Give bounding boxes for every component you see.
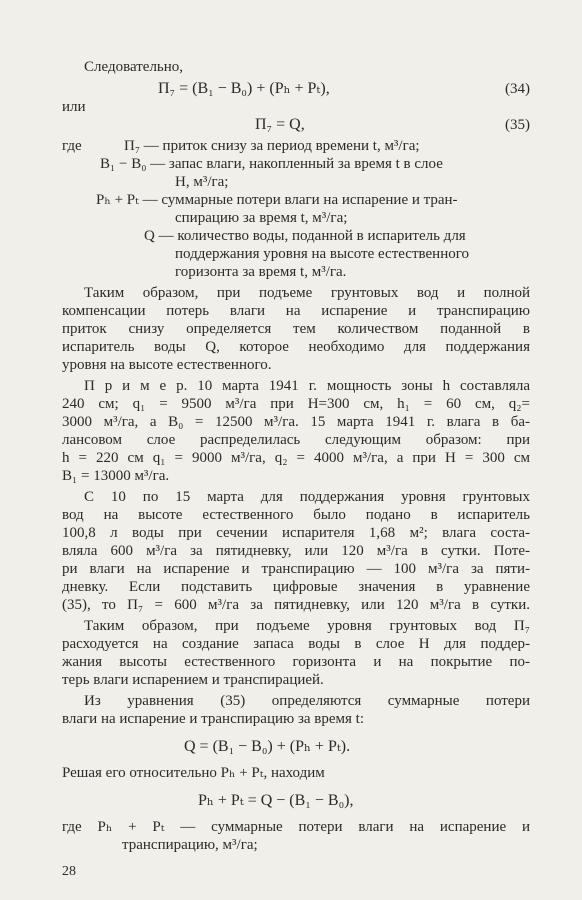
text-line: или [62,99,86,115]
text-line: h = 220 см q₁ = 9000 м³/га, q₂ = 4000 м³/га, а при H = 300 см [62,450,530,466]
text-line: (35), то П₇ = 600 м³/га за пятидневку, или 120 м³/га в сутки. [62,597,530,613]
text-line: дневку. Если подставить цифровые значения в уравнение [62,579,530,595]
text-line: ри влаги на испарение и транспирацию — 100 м³/га за пяти- [62,561,530,577]
text-line: Следовательно, [84,59,184,75]
text-line: уровня на высоте естественного. [62,357,272,373]
definition-line: спирацию за время t, м³/га; [175,210,348,226]
text-line: компенсации потерь влаги на испарение и транспирацию [62,303,530,319]
text-line: расходуется на создание запаса воды в слое H для поддер- [62,636,530,652]
text-line: транспирацию, м³/га; [122,837,258,853]
text-line: терь влаги испарением и транспирацией. [62,672,324,688]
definition-line: B₁ − B₀ — запас влаги, накопленный за время t в слое [100,156,443,172]
text-line: где [62,138,82,154]
page-number: 28 [62,864,76,879]
text-line: П р и м е р. 10 марта 1941 г. мощность зоны h составляла [84,378,530,394]
text-line: приток снизу определяется тем количеством поданной в [62,321,530,337]
text-line: 100,8 л воды при сечении испарителя 1,68 м²; влага соста- [62,525,530,541]
definition-line: поддержания уровня на высоте естественного [175,246,469,262]
definition-line: П₇ — приток снизу за период времени t, м³/га; [124,138,420,154]
text-line: где Pₕ + Pₜ — суммарные потери влаги на испарение и [62,819,530,835]
definition-line: Q — количество воды, поданной в испаритель для [144,228,466,244]
text-line: Из уравнения (35) определяются суммарные потери [84,693,530,709]
equation-number: (34) [505,81,530,97]
text-line: испаритель воды Q, которое необходимо для поддержания [62,339,530,355]
text-line: 240 см; q₁ = 9500 м³/га при H=300 см, h₁ = 60 см, q₂= [62,396,530,412]
equation-35: П₇ = Q, [255,116,305,133]
text-line: Таким образом, при подъеме грунтовых вод и полной [84,285,530,301]
equation-number: (35) [505,117,530,133]
text-line: вод на высоте естественного было подано в испаритель [62,507,530,523]
text-line: 3000 м³/га, а B₀ = 12500 м³/га. 15 марта 1941 г. влага в ба- [62,414,530,430]
text-line: жания высоты естественного горизонта и на покрытие по- [62,654,530,670]
equation-34: П₇ = (B₁ − B₀) + (Pₕ + Pₜ), [158,80,330,97]
text-line: лансовом слое распределилась следующим образом: при [62,432,530,448]
text-line: влаги на испарение и транспирацию за время t: [62,711,365,727]
text-line: Таким образом, при подъеме уровня грунтовых вод П₇ [84,618,530,634]
definition-line: H, м³/га; [175,174,229,190]
definition-line: горизонта за время t, м³/га. [175,264,347,280]
equation-q: Q = (B₁ − B₀) + (Pₕ + Pₜ). [184,738,351,755]
equation-losses: Pₕ + Pₜ = Q − (B₁ − B₀), [198,792,354,809]
text-line: Решая его относительно Pₕ + Pₜ, находим [62,765,325,781]
text-line: B₁ = 13000 м³/га. [62,468,170,484]
text-line: С 10 по 15 марта для поддержания уровня грунтовых [84,489,530,505]
definition-line: Pₕ + Pₜ — суммарные потери влаги на испарение и тран- [96,192,458,208]
text-line: вляла 600 м³/га за пятидневку, или 120 м³/га в сутки. Поте- [62,543,530,559]
